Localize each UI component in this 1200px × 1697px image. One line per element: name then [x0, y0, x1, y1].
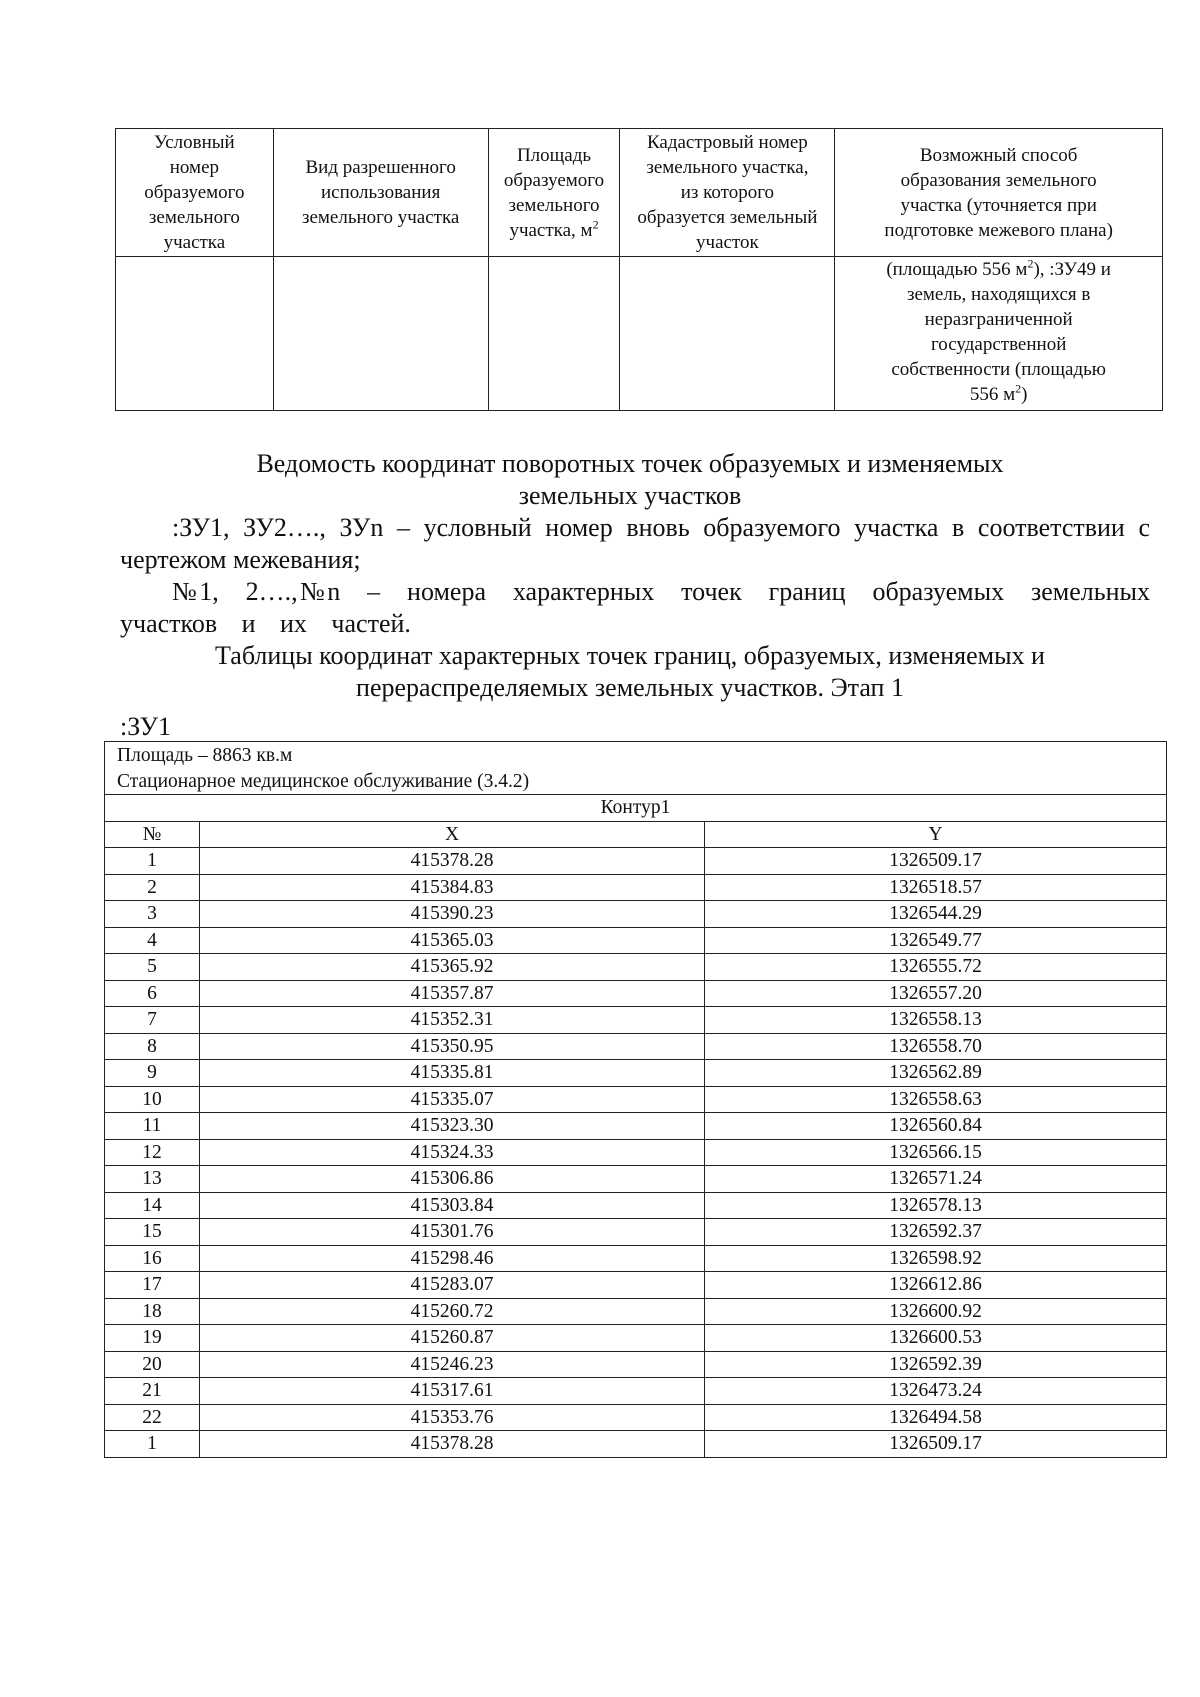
coord-y: 1326592.39	[705, 1351, 1167, 1378]
coord-x: 415335.07	[200, 1086, 705, 1113]
coord-y: 1326494.58	[705, 1404, 1167, 1431]
point-number: 4	[105, 927, 200, 954]
point-number: 18	[105, 1298, 200, 1325]
point-number: 21	[105, 1378, 200, 1405]
plot-info	[105, 742, 1167, 795]
coord-y: 1326549.77	[705, 927, 1167, 954]
coord-x: 415390.23	[200, 901, 705, 928]
coord-x: 415350.95	[200, 1033, 705, 1060]
point-number: 6	[105, 980, 200, 1007]
point-number: 7	[105, 1007, 200, 1034]
table-row	[105, 1351, 1167, 1378]
coord-x: 415246.23	[200, 1351, 705, 1378]
coord-x: 415260.87	[200, 1325, 705, 1352]
cell-cadastral-number	[620, 257, 835, 411]
contour-label: Контур1	[105, 795, 1167, 822]
coord-y: 1326566.15	[705, 1139, 1167, 1166]
coord-x: 415283.07	[200, 1272, 705, 1299]
coord-y: 1326578.13	[705, 1192, 1167, 1219]
tables-title: Таблицы координат характерных точек границ, образуемых, изменяемых и перераспределяемых земельных участков. Этап 1	[215, 641, 1045, 702]
table-row	[105, 848, 1167, 875]
table-row	[105, 1060, 1167, 1087]
coord-x: 415378.28	[200, 1431, 705, 1458]
point-number: 8	[105, 1033, 200, 1060]
table-row	[105, 1219, 1167, 1246]
table-row	[105, 1166, 1167, 1193]
coord-x: 415335.81	[200, 1060, 705, 1087]
coord-y: 1326473.24	[705, 1378, 1167, 1405]
coord-y: 1326509.17	[705, 848, 1167, 875]
coord-x: 415303.84	[200, 1192, 705, 1219]
point-number: 22	[105, 1404, 200, 1431]
coord-y: 1326558.70	[705, 1033, 1167, 1060]
point-number: 20	[105, 1351, 200, 1378]
header-formation-method: Возможный способ образования земельного участка (уточняется при подготовке межевого плана)	[835, 129, 1163, 257]
column-header-number: №	[105, 821, 200, 848]
coord-x: 415384.83	[200, 874, 705, 901]
header-permitted-use: Вид разрешенного использования земельного участка	[273, 129, 488, 257]
table-row	[105, 1033, 1167, 1060]
table-row	[105, 1192, 1167, 1219]
point-number: 16	[105, 1245, 200, 1272]
coord-y: 1326612.86	[705, 1272, 1167, 1299]
table-row	[105, 1245, 1167, 1272]
coord-y: 1326555.72	[705, 954, 1167, 981]
table-row	[105, 1404, 1167, 1431]
point-number: 3	[105, 901, 200, 928]
coord-x: 415365.92	[200, 954, 705, 981]
point-number: 2	[105, 874, 200, 901]
land-plot-table-header	[116, 129, 1163, 257]
coord-y: 1326600.92	[705, 1298, 1167, 1325]
coordinates-table	[104, 741, 1167, 1458]
plot-area: Площадь – 8863 кв.м	[117, 745, 293, 766]
plot-label: :ЗУ1	[120, 712, 172, 741]
coord-x: 415301.76	[200, 1219, 705, 1246]
table-row	[105, 954, 1167, 981]
point-number: 13	[105, 1166, 200, 1193]
header-area: Площадь образуемого земельного участка, $м^2$	[488, 129, 620, 257]
point-number: 17	[105, 1272, 200, 1299]
header-plot-number: Условный номер образуемого земельного участка	[116, 129, 274, 257]
table-row	[105, 874, 1167, 901]
column-header-row	[105, 821, 1167, 848]
land-plot-table	[115, 128, 1163, 411]
table-row	[105, 1139, 1167, 1166]
coord-x: 415306.86	[200, 1166, 705, 1193]
coord-y: 1326560.84	[705, 1113, 1167, 1140]
coord-y: 1326557.20	[705, 980, 1167, 1007]
table-row	[105, 901, 1167, 928]
coord-y: 1326598.92	[705, 1245, 1167, 1272]
cell-area	[488, 257, 620, 411]
coord-x: 415353.76	[200, 1404, 705, 1431]
table-row	[105, 927, 1167, 954]
table-row	[105, 1298, 1167, 1325]
coord-x: 415260.72	[200, 1298, 705, 1325]
point-number: 5	[105, 954, 200, 981]
plot-use: Стационарное медицинское обслуживание (3.4.2)	[117, 770, 530, 792]
coord-y: 1326562.89	[705, 1060, 1167, 1087]
point-number: 14	[105, 1192, 200, 1219]
coord-y: 1326509.17	[705, 1431, 1167, 1458]
coord-x: 415365.03	[200, 927, 705, 954]
coord-y: 1326571.24	[705, 1166, 1167, 1193]
coord-y: 1326558.13	[705, 1007, 1167, 1034]
coord-x: 415378.28	[200, 848, 705, 875]
column-header-x: X	[200, 821, 705, 848]
coord-x: 415323.30	[200, 1113, 705, 1140]
legend-zu-paragraph: :ЗУ1, ЗУ2…., ЗУn – условный номер вновь образуемого участка в соответствии с чертежом межевания;	[120, 513, 1150, 574]
coord-x: 415317.61	[200, 1378, 705, 1405]
point-number: 19	[105, 1325, 200, 1352]
coord-y: 1326592.37	[705, 1219, 1167, 1246]
coord-x: 415357.87	[200, 980, 705, 1007]
land-plot-table-row	[116, 257, 1163, 411]
coord-y: 1326518.57	[705, 874, 1167, 901]
table-row	[105, 1325, 1167, 1352]
table-row	[105, 1272, 1167, 1299]
coord-y: 1326600.53	[705, 1325, 1167, 1352]
coord-x: 415324.33	[200, 1139, 705, 1166]
coord-x: 415352.31	[200, 1007, 705, 1034]
cell-formation-method: (площадью 556 $м^2$), :ЗУ49 и земель, находящихся в неразграниченной государственной собственности (площадью 556 $м^2$)	[835, 257, 1163, 411]
point-number: 9	[105, 1060, 200, 1087]
point-number: 15	[105, 1219, 200, 1246]
contour-row	[105, 795, 1167, 822]
statement-heading: Ведомость координат поворотных точек образуемых и изменяемых земельных участков	[256, 449, 1004, 510]
point-number: 10	[105, 1086, 200, 1113]
coord-y: 1326558.63	[705, 1086, 1167, 1113]
point-number: 11	[105, 1113, 200, 1140]
cell-permitted-use	[273, 257, 488, 411]
table-row	[105, 1086, 1167, 1113]
column-header-y: Y	[705, 821, 1167, 848]
point-number: 12	[105, 1139, 200, 1166]
table-row	[105, 1378, 1167, 1405]
table-row	[105, 1113, 1167, 1140]
header-cadastral-number: Кадастровый номер земельного участка, из которого образуется земельный участок	[620, 129, 835, 257]
table-row	[105, 1431, 1167, 1458]
cell-plot-number	[116, 257, 274, 411]
table-row	[105, 980, 1167, 1007]
point-number: 1	[105, 848, 200, 875]
table-row	[105, 1007, 1167, 1034]
legend-points-paragraph: №1, 2….,№n – номера характерных точек границ образуемых земельных участков и их частей.	[120, 577, 1150, 638]
coord-x: 415298.46	[200, 1245, 705, 1272]
coord-y: 1326544.29	[705, 901, 1167, 928]
plot-info-row	[105, 742, 1167, 795]
point-number: 1	[105, 1431, 200, 1458]
